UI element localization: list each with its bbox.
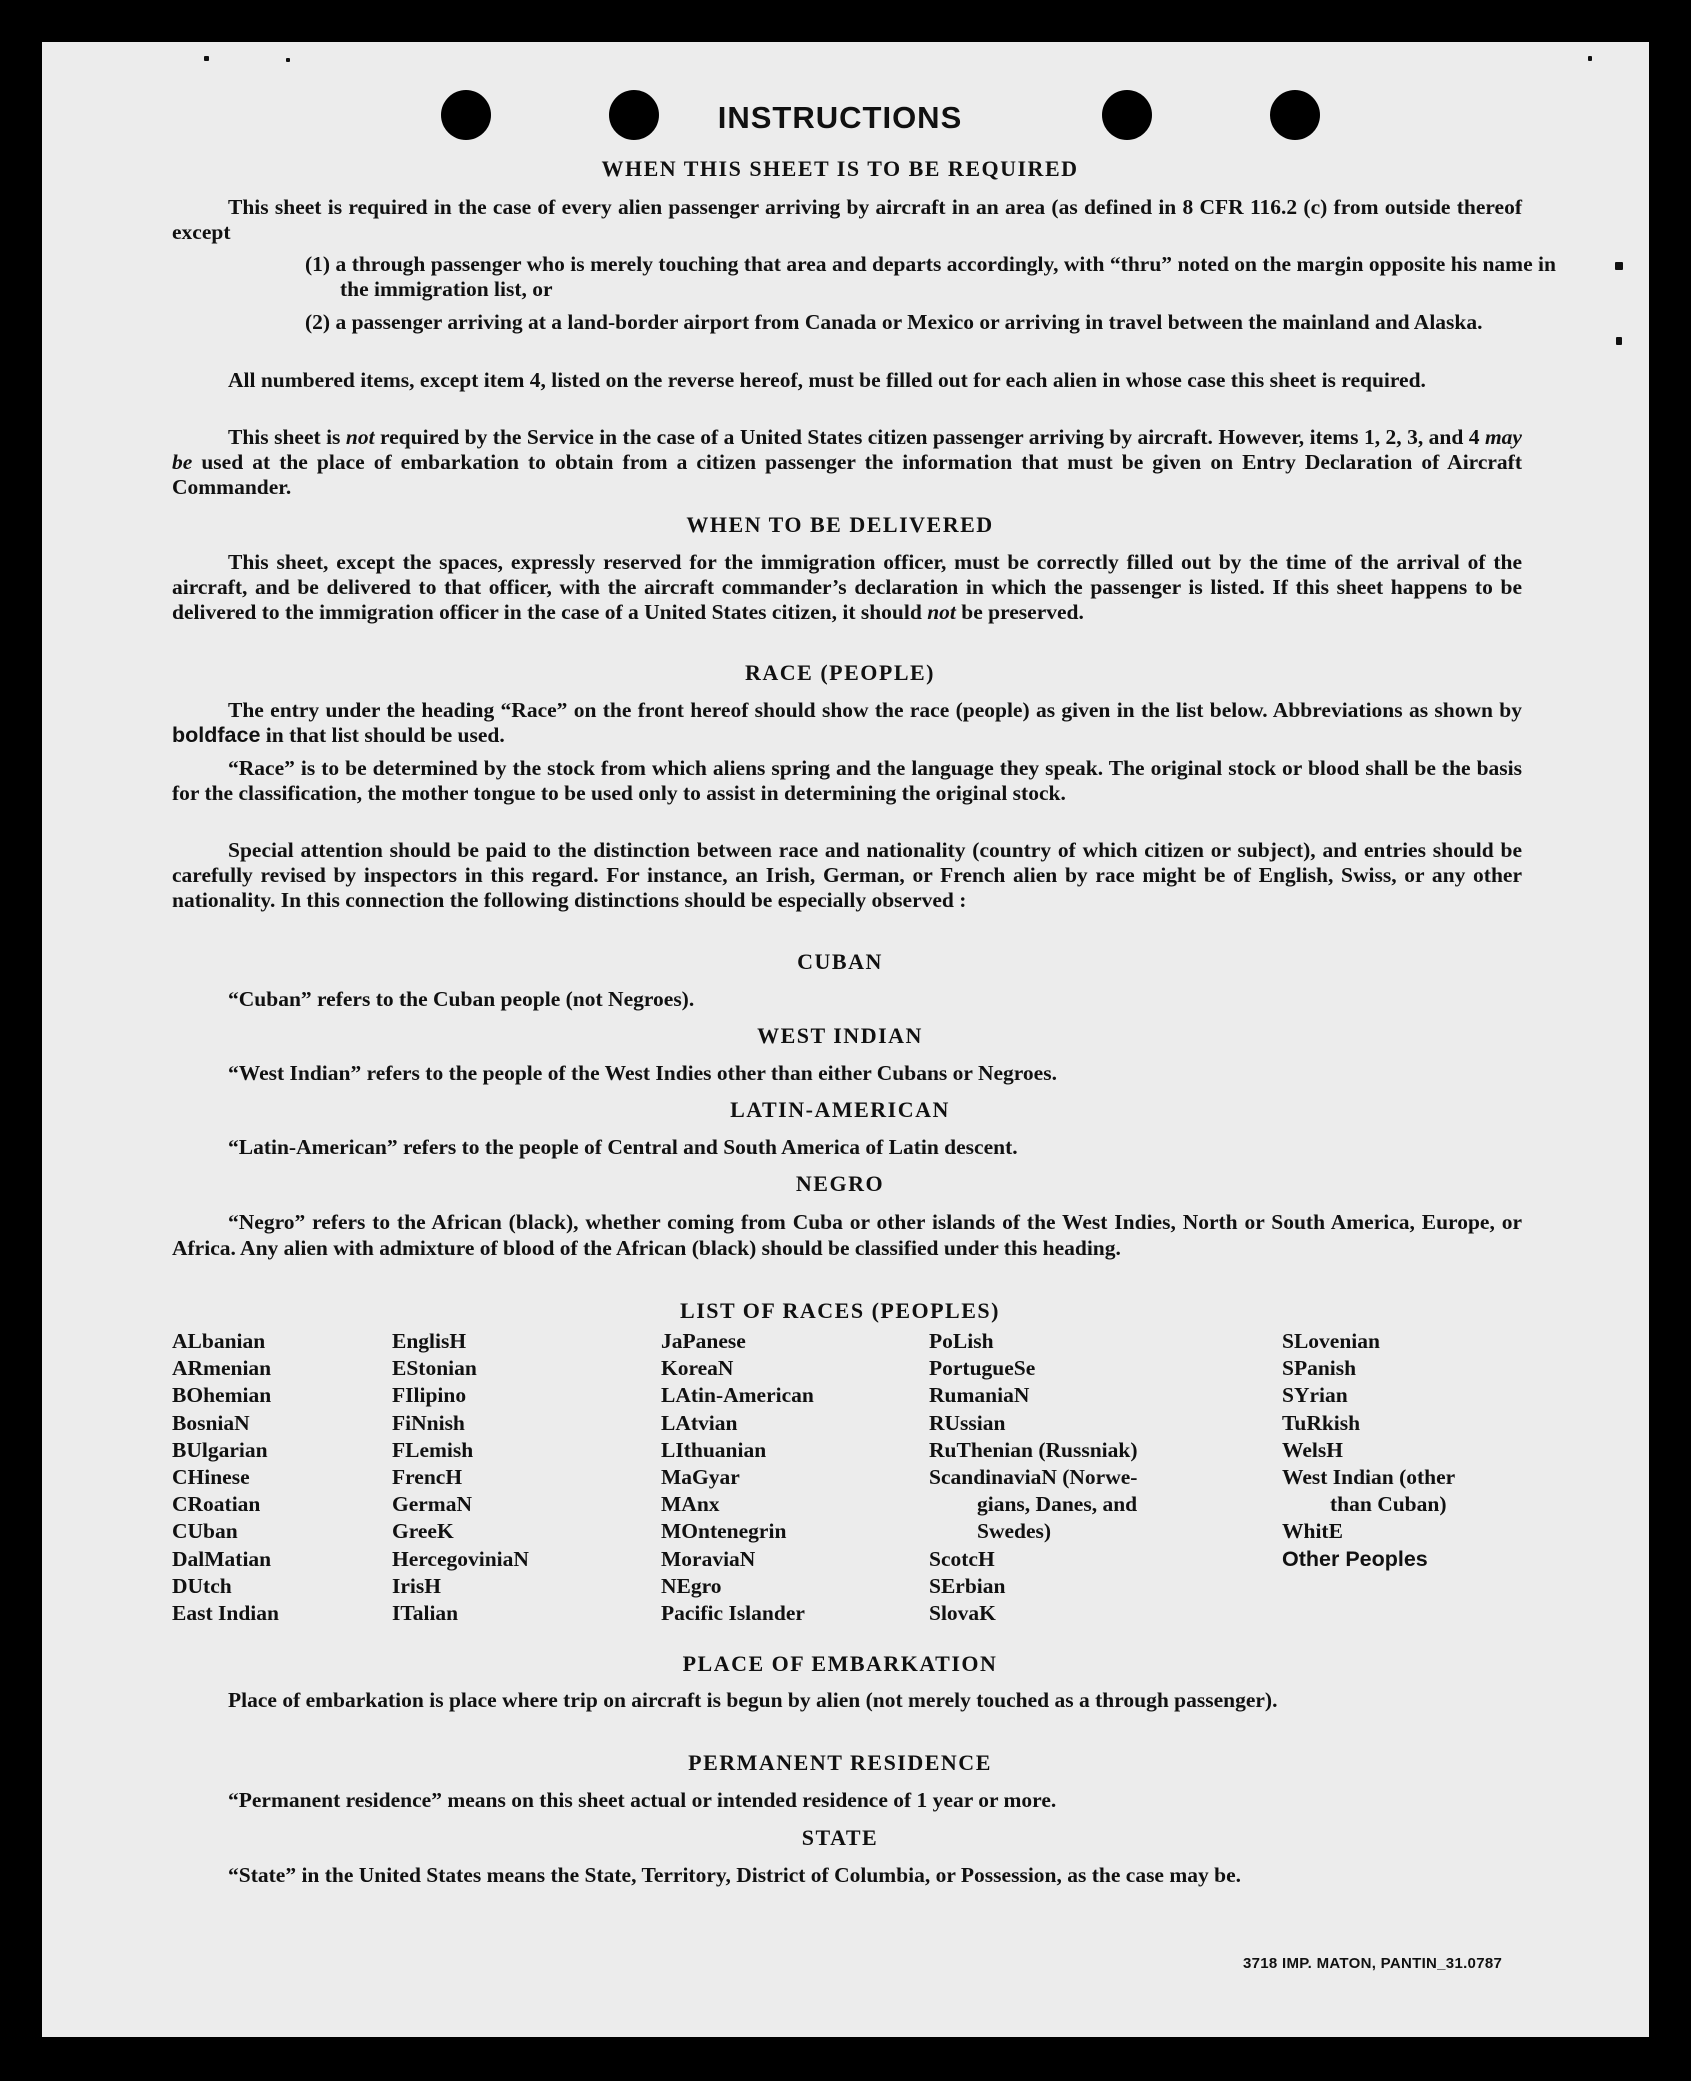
race-item: LAtvian [661,1410,738,1435]
race-item: ScandinaviaN (Norwe- [929,1465,1138,1490]
section-heading-latin-american: LATIN-AMERICAN [730,1097,950,1122]
race-item: ScotcH [929,1546,995,1571]
race-item: PoLish [929,1329,994,1353]
race-item: RUssian [929,1410,1006,1435]
race-item: FrencH [392,1465,463,1490]
race-item: MaGyar [661,1465,740,1490]
race-item: CHinese [172,1465,250,1490]
paragraph-race-heading: The entry under the heading “Race” on the front hereof should show the race (people) as given in the list below. Abbreviations as shown by boldface in that list should be used. [172,698,1522,747]
section-heading-list-of-races: LIST OF RACES (PEOPLES) [680,1298,1000,1323]
paragraph-race-nationality: Special attention should be paid to the distinction between race and nationality (country of which citizen or subject), and entries should be carefully revised by inspectors in this regard. For instance, an Irish, German, or French alien by race might be of English, Swiss, or any other nationality. In this connection the following distinctions should be especially observed : [172,838,1522,912]
scan-speck [204,56,209,61]
race-item: SLovenian [1282,1329,1380,1353]
race-item-continued: than Cuban) [1330,1492,1447,1517]
race-item-continued: Swedes) [977,1519,1052,1544]
scan-speck [1616,337,1622,345]
paragraph-residence: “Permanent residence” means on this sheet actual or intended residence of 1 year or more. [228,1788,1057,1812]
race-list-column-4 [929,1328,1138,1627]
race-item: SYrian [1282,1383,1348,1408]
race-item: BUlgarian [172,1437,268,1462]
race-item: HercegoviniaN [392,1546,529,1571]
paragraph-latin-american: “Latin-American” refers to the people of Central and South America of Latin descent. [228,1135,1018,1159]
race-item: MoraviaN [661,1546,756,1571]
section-heading-race: RACE (PEOPLE) [745,660,935,685]
race-item: NEgro [661,1573,722,1598]
race-item: DUtch [172,1573,232,1598]
race-item: SlovaK [929,1601,996,1626]
section-heading-embarkation: PLACE OF EMBARKATION [682,1651,998,1676]
race-item: CUban [172,1519,238,1544]
section-heading-when-required: WHEN THIS SHEET IS TO BE REQUIRED [601,156,1079,181]
section-heading-negro: NEGRO [795,1171,885,1196]
race-item: RuThenian (Russniak) [929,1437,1138,1462]
race-item: West Indian (other [1282,1465,1456,1490]
paragraph-delivered: This sheet, except the spaces, expressly reserved for the immigration officer, must be correctly filled out by the time of the arrival of the aircraft, and be delivered to that officer, with the aircraft commander’s declaration in which the passenger is listed. If this sheet happens to be delivered to the immigration officer in the case of a United States citizen, it should not be preserved. [172,550,1522,624]
paragraph-state: “State” in the United States means the State, Territory, District of Columbia, or Possession, as the case may be. [228,1863,1242,1887]
race-item: GermaN [392,1492,472,1517]
section-heading-when-delivered: WHEN TO BE DELIVERED [686,512,994,537]
race-item: FLemish [392,1437,474,1462]
race-item: WelsH [1282,1437,1343,1462]
race-item: ALbanian [172,1329,266,1353]
section-heading-state: STATE [801,1825,879,1850]
race-item: CRoatian [172,1492,261,1517]
race-item: KoreaN [661,1356,734,1381]
paragraph-cuban: “Cuban” refers to the Cuban people (not Negroes). [228,987,695,1011]
race-item: SPanish [1282,1356,1357,1381]
punch-hole [441,90,491,140]
paragraph-required-intro: This sheet is required in the case of every alien passenger arriving by aircraft in an area (as defined in 8 CFR 116.2 (c) from outside thereof except [172,195,1522,244]
race-item: MAnx [661,1492,720,1517]
section-heading-cuban: CUBAN [797,949,883,974]
punch-hole [1270,90,1320,140]
race-item: IrisH [392,1573,441,1598]
race-item: RumaniaN [929,1383,1030,1408]
race-list-column-1 [172,1328,279,1627]
race-item: East Indian [172,1601,279,1626]
race-item: PortugueSe [929,1356,1036,1381]
paragraph-negro: “Negro” refers to the African (black), whether coming from Cuba or other islands of the West Indies, North or South America, Europe, or Africa. Any alien with admixture of blood of the African (black) should be classified under this heading. [172,1210,1522,1260]
race-list-column-3 [661,1328,814,1627]
race-item: FIlipino [392,1383,467,1408]
paragraph-exception-2: (2) a passenger arriving at a land-border airport from Canada or Mexico or arriving in travel between the mainland and Alaska. [305,310,1483,334]
paragraph-race-stock: “Race” is to be determined by the stock from which aliens spring and the language they speak. The original stock or blood shall be the basis for the classification, the mother tongue to be used only to assist in determining the original stock. [172,756,1522,805]
section-heading-west-indian: WEST INDIAN [757,1023,923,1048]
race-list-column-5 [1282,1328,1455,1573]
scan-speck [1615,262,1623,270]
race-item: LAtin-American [661,1383,814,1408]
race-item: MOntenegrin [661,1519,787,1544]
scan-speck [286,58,290,62]
scan-speck [1588,56,1592,61]
race-item: ARmenian [172,1356,272,1381]
section-heading-residence: PERMANENT RESIDENCE [688,1750,992,1775]
paragraph-citizen: This sheet is not required by the Service in the case of a United States citizen passenger arriving by aircraft. However, items 1, 2, 3, and 4 may be used at the place of embarkation to obtain from a citizen passenger the information that must be given on Entry Declaration of Aircraft Commander. [172,425,1522,499]
race-item: EStonian [392,1356,477,1381]
paragraph-numbered-items: All numbered items, except item 4, listed on the reverse hereof, must be filled out for each alien in whose case this sheet is required. [228,368,1426,392]
page-title: INSTRUCTIONS [717,100,963,135]
printer-imprint: 3718 IMP. MATON, PANTIN_31.0787 [1243,1955,1503,1972]
race-item-other-peoples: Other Peoples [1282,1546,1428,1571]
race-item: SErbian [929,1573,1006,1598]
race-item-continued: gians, Danes, and [977,1492,1138,1517]
race-item: TuRkish [1282,1410,1361,1435]
race-item: JaPanese [661,1329,746,1353]
race-list-column-2 [392,1328,529,1627]
race-item: GreeK [392,1519,454,1544]
paragraph-embarkation: Place of embarkation is place where trip on aircraft is begun by alien (not merely touched as a through passenger). [228,1688,1278,1712]
race-item: EnglisH [392,1329,467,1353]
race-item: WhitE [1282,1519,1343,1544]
race-item: FiNnish [392,1410,465,1435]
race-item: BosniaN [172,1410,250,1435]
race-item: DalMatian [172,1546,272,1571]
race-item: Pacific Islander [661,1601,805,1626]
punch-hole [1102,90,1152,140]
race-item: BOhemian [172,1383,272,1408]
race-item: LIthuanian [661,1437,767,1462]
paragraph-west-indian: “West Indian” refers to the people of the West Indies other than either Cubans or Negroes. [228,1061,1057,1085]
race-item: ITalian [392,1601,459,1626]
paragraph-exception-1: (1) a through passenger who is merely touching that area and departs accordingly, with “thru” noted on the margin opposite his name in the immigration list, or [305,252,1556,301]
